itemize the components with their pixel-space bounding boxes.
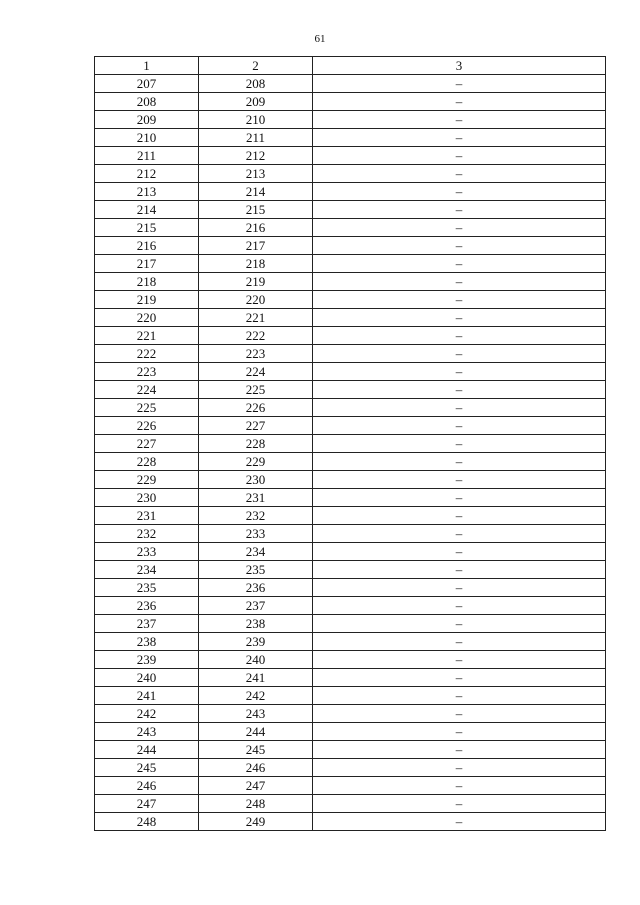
table-row	[95, 525, 606, 543]
table-row	[95, 723, 606, 741]
table-cell: 235	[199, 561, 313, 579]
table-cell: –	[313, 561, 606, 579]
data-table	[94, 56, 606, 831]
table-cell: 215	[199, 201, 313, 219]
table-row	[95, 417, 606, 435]
table-cell: 244	[95, 741, 199, 759]
table-cell: –	[313, 687, 606, 705]
table-cell: 218	[199, 255, 313, 273]
table-row	[95, 777, 606, 795]
table-cell: 208	[95, 93, 199, 111]
table-cell: –	[313, 453, 606, 471]
table-row	[95, 147, 606, 165]
table-cell: –	[313, 291, 606, 309]
table-cell: 239	[199, 633, 313, 651]
table-row	[95, 489, 606, 507]
table-row	[95, 615, 606, 633]
table-cell: 214	[95, 201, 199, 219]
table-row	[95, 759, 606, 777]
table-cell: 239	[95, 651, 199, 669]
table-cell: 211	[95, 147, 199, 165]
table-cell: –	[313, 417, 606, 435]
table-row	[95, 579, 606, 597]
table-cell: –	[313, 93, 606, 111]
table-row	[95, 255, 606, 273]
table-cell: 225	[95, 399, 199, 417]
table-cell: 247	[199, 777, 313, 795]
table-cell: 233	[95, 543, 199, 561]
table-cell: –	[313, 147, 606, 165]
table-cell: 214	[199, 183, 313, 201]
table-cell: 226	[199, 399, 313, 417]
table-cell: 240	[199, 651, 313, 669]
table-row	[95, 687, 606, 705]
column-header: 3	[313, 57, 606, 75]
column-header: 1	[95, 57, 199, 75]
table-row	[95, 561, 606, 579]
table-cell: –	[313, 651, 606, 669]
table-row	[95, 543, 606, 561]
table-cell: 219	[199, 273, 313, 291]
table-cell: 216	[95, 237, 199, 255]
table-cell: –	[313, 813, 606, 831]
table-cell: 238	[95, 633, 199, 651]
table-row	[95, 435, 606, 453]
table-row	[95, 111, 606, 129]
table-cell: 248	[95, 813, 199, 831]
table-cell: 218	[95, 273, 199, 291]
table-cell: –	[313, 363, 606, 381]
table-cell: –	[313, 183, 606, 201]
table-cell: 208	[199, 75, 313, 93]
table-row	[95, 813, 606, 831]
table-cell: 245	[95, 759, 199, 777]
table-cell: 240	[95, 669, 199, 687]
table-row	[95, 309, 606, 327]
table-cell: 241	[199, 669, 313, 687]
table-cell: 247	[95, 795, 199, 813]
table-cell: 248	[199, 795, 313, 813]
table-cell: 236	[95, 597, 199, 615]
table-cell: 234	[95, 561, 199, 579]
table-cell: 228	[95, 453, 199, 471]
table-cell: 235	[95, 579, 199, 597]
table-cell: –	[313, 345, 606, 363]
table-cell: –	[313, 435, 606, 453]
header-row	[95, 57, 606, 75]
table-cell: 219	[95, 291, 199, 309]
table-cell: –	[313, 255, 606, 273]
table-cell: 232	[199, 507, 313, 525]
table-cell: 243	[199, 705, 313, 723]
table-cell: 210	[95, 129, 199, 147]
table-cell: 224	[199, 363, 313, 381]
table-cell: –	[313, 525, 606, 543]
table-cell: 222	[95, 345, 199, 363]
page-number: 61	[314, 33, 326, 45]
table-row	[95, 507, 606, 525]
table-cell: 233	[199, 525, 313, 543]
table-cell: –	[313, 399, 606, 417]
column-header: 2	[199, 57, 313, 75]
table-container	[94, 56, 605, 831]
table-row	[95, 471, 606, 489]
table-cell: 229	[95, 471, 199, 489]
table-cell: 209	[95, 111, 199, 129]
table-cell: 210	[199, 111, 313, 129]
table-cell: 245	[199, 741, 313, 759]
table-cell: –	[313, 165, 606, 183]
table-cell: –	[313, 471, 606, 489]
table-row	[95, 795, 606, 813]
table-cell: 221	[95, 327, 199, 345]
table-cell: –	[313, 309, 606, 327]
table-cell: –	[313, 759, 606, 777]
table-row	[95, 237, 606, 255]
table-row	[95, 273, 606, 291]
table-cell: 241	[95, 687, 199, 705]
table-cell: –	[313, 327, 606, 345]
table-cell: –	[313, 597, 606, 615]
table-cell: –	[313, 381, 606, 399]
table-row	[95, 705, 606, 723]
table-cell: 229	[199, 453, 313, 471]
table-cell: 237	[95, 615, 199, 633]
table-row	[95, 75, 606, 93]
table-cell: 231	[95, 507, 199, 525]
table-cell: –	[313, 795, 606, 813]
table-cell: 232	[95, 525, 199, 543]
table-row	[95, 741, 606, 759]
table-cell: 246	[95, 777, 199, 795]
table-cell: 213	[95, 183, 199, 201]
table-cell: 222	[199, 327, 313, 345]
table-cell: –	[313, 615, 606, 633]
table-row	[95, 201, 606, 219]
table-row	[95, 669, 606, 687]
table-cell: 209	[199, 93, 313, 111]
table-cell: –	[313, 579, 606, 597]
table-body	[95, 75, 606, 831]
table-cell: 216	[199, 219, 313, 237]
table-cell: 227	[199, 417, 313, 435]
table-cell: –	[313, 543, 606, 561]
table-cell: –	[313, 507, 606, 525]
table-cell: 244	[199, 723, 313, 741]
table-row	[95, 291, 606, 309]
table-cell: 249	[199, 813, 313, 831]
table-cell: 211	[199, 129, 313, 147]
table-cell: –	[313, 273, 606, 291]
table-cell: –	[313, 669, 606, 687]
table-cell: 217	[95, 255, 199, 273]
table-row	[95, 651, 606, 669]
table-row	[95, 381, 606, 399]
table-cell: 230	[95, 489, 199, 507]
table-row	[95, 345, 606, 363]
table-cell: 236	[199, 579, 313, 597]
table-cell: 207	[95, 75, 199, 93]
table-header	[95, 57, 606, 75]
table-cell: 226	[95, 417, 199, 435]
table-cell: 246	[199, 759, 313, 777]
table-row	[95, 633, 606, 651]
table-row	[95, 363, 606, 381]
table-cell: –	[313, 237, 606, 255]
table-cell: –	[313, 129, 606, 147]
table-cell: 228	[199, 435, 313, 453]
table-cell: 212	[199, 147, 313, 165]
table-cell: 242	[95, 705, 199, 723]
table-cell: 213	[199, 165, 313, 183]
table-cell: –	[313, 219, 606, 237]
table-cell: –	[313, 723, 606, 741]
table-row	[95, 327, 606, 345]
table-cell: 243	[95, 723, 199, 741]
table-row	[95, 183, 606, 201]
table-cell: –	[313, 489, 606, 507]
table-cell: 215	[95, 219, 199, 237]
table-cell: 220	[199, 291, 313, 309]
table-cell: 227	[95, 435, 199, 453]
table-cell: –	[313, 201, 606, 219]
table-cell: 223	[199, 345, 313, 363]
table-row	[95, 219, 606, 237]
table-row	[95, 165, 606, 183]
table-cell: 234	[199, 543, 313, 561]
table-cell: –	[313, 741, 606, 759]
table-cell: –	[313, 777, 606, 795]
table-cell: –	[313, 75, 606, 93]
table-cell: 242	[199, 687, 313, 705]
table-cell: 231	[199, 489, 313, 507]
table-cell: 217	[199, 237, 313, 255]
table-row	[95, 453, 606, 471]
table-cell: 237	[199, 597, 313, 615]
table-cell: 223	[95, 363, 199, 381]
table-cell: 238	[199, 615, 313, 633]
table-cell: 220	[95, 309, 199, 327]
table-cell: –	[313, 705, 606, 723]
table-row	[95, 399, 606, 417]
table-row	[95, 93, 606, 111]
table-cell: –	[313, 111, 606, 129]
table-row	[95, 597, 606, 615]
table-cell: 230	[199, 471, 313, 489]
table-cell: 212	[95, 165, 199, 183]
table-cell: 224	[95, 381, 199, 399]
table-cell: 225	[199, 381, 313, 399]
table-row	[95, 129, 606, 147]
table-cell: 221	[199, 309, 313, 327]
table-cell: –	[313, 633, 606, 651]
